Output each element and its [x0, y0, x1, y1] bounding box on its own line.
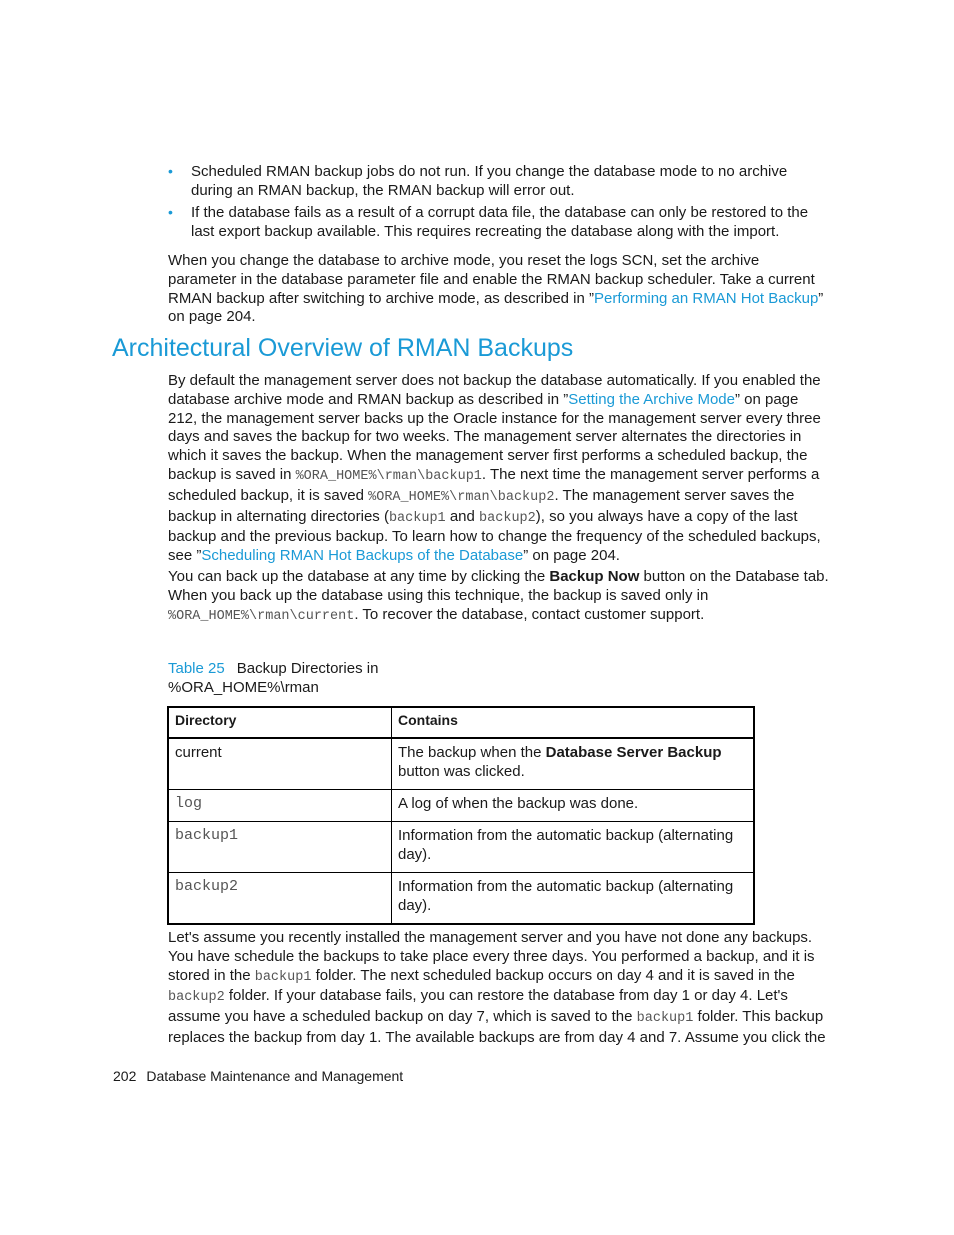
link-scheduling-rman-hot-backups[interactable]: Scheduling RMAN Hot Backups of the Database — [201, 547, 524, 565]
table-row — [168, 873, 754, 925]
scenario-paragraph — [168, 929, 830, 1048]
overview-text: ” on page 212, the management server backs up the Oracle instance for the management server every three days and saves the backup for two weeks. The management server alternates the directories in which it saves the backup. When the management server first performs a scheduled backup, the backup is saved in — [168, 390, 821, 483]
overview-text: ), so you always have a copy of the last backup and the previous backup. To learn how to change the frequency of the scheduled backups, see ” — [168, 507, 821, 565]
backup-now-paragraph — [168, 568, 830, 626]
path-backup2: %ORA_HOME%\rman\backup2 — [368, 489, 555, 505]
table-caption — [168, 659, 468, 697]
intro-text: When you change the database to archive mode, you reset the logs SCN, set the archive parameter in the database parameter file and enable the RMAN backup scheduler. Take a current RMAN backup after switching to archive mode, as described in ” — [168, 252, 815, 307]
bullet-text: If the database fails as a result of a corrupt data file, the database can only be restored to the last export backup available. This requires recreating the database along with the import. — [191, 204, 809, 240]
page-number: 202 — [113, 1068, 137, 1084]
table-caption-text: Backup Directories in %ORA_HOME%\rman — [168, 660, 379, 696]
table-row — [168, 738, 754, 790]
cell-directory: backup1 — [168, 822, 392, 873]
page-footer — [113, 1067, 403, 1085]
code-backup1: backup1 — [388, 510, 446, 526]
bullet-icon: • — [168, 163, 173, 179]
code-backup1: backup1 — [254, 969, 312, 985]
intro-text-end: ” on page 204. — [168, 289, 824, 326]
bullet-icon: • — [168, 204, 173, 220]
cell-text: The backup when the — [398, 744, 546, 761]
scenario-text: folder. This backup replaces the backup from day 1. The available backups are from day 4 and 7. Assume you click the — [168, 1008, 826, 1046]
path-current: %ORA_HOME%\rman\current — [168, 608, 355, 624]
code-backup2: backup2 — [479, 510, 536, 526]
scenario-text: folder. If your database fails, you can restore the database from day 1 or day 4. Let's assume you have a scheduled backup on day 7, which is saved to the — [168, 987, 788, 1026]
overview-paragraph — [168, 372, 830, 566]
overview-text: . The management server saves the backup in alternating directories ( — [168, 486, 795, 525]
overview-text: . The next time the management server performs a scheduled backup, it is saved — [168, 465, 820, 504]
backup-now-label: Backup Now — [549, 568, 640, 585]
cell-contains: Information from the automatic backup (alternating day). — [392, 873, 755, 925]
table-row — [168, 790, 754, 822]
table-header-row — [168, 707, 754, 738]
overview-text: By default the management server does not backup the database automatically. If you enabled the database archive mode and RMAN backup as described in ” — [168, 372, 821, 408]
backup-now-text: You can back up the database at any time by clicking the — [168, 568, 550, 585]
cell-directory: log — [168, 790, 392, 822]
cell-contains: Information from the automatic backup (alternating day). — [392, 822, 755, 873]
footer-title: Database Maintenance and Management — [146, 1068, 404, 1084]
link-setting-archive-mode[interactable]: Setting the Archive Mode — [568, 390, 735, 408]
bullet-item — [168, 203, 832, 241]
table-row — [168, 822, 754, 873]
bullet-text: Scheduled RMAN backup jobs do not run. If you change the database mode to no archive during an RMAN backup, the RMAN backup will error out. — [191, 163, 788, 199]
code-backup2: backup2 — [168, 990, 225, 1006]
header-directory: Directory — [168, 707, 392, 738]
scenario-text: folder. The next scheduled backup occurs on day 4 and it is saved in the — [311, 966, 795, 984]
backup-now-text: button on the Database tab. When you back up the database using this technique, the backup is saved only in — [168, 568, 829, 604]
link-performing-rman-hot-backup[interactable]: Performing an RMAN Hot Backup — [594, 289, 819, 307]
bullet-item — [168, 162, 832, 200]
database-server-backup-label: Database Server Backup — [545, 744, 722, 761]
cell-contains: A log of when the backup was done. — [392, 790, 755, 822]
backup-now-text: . To recover the database, contact customer support. — [354, 605, 705, 623]
table-caption-label: Table 25 — [168, 660, 225, 677]
cell-text: button was clicked. — [398, 763, 525, 780]
section-heading: Architectural Overview of RMAN Backups — [112, 334, 574, 362]
code-backup1: backup1 — [636, 1011, 694, 1027]
scenario-text: Let's assume you recently installed the management server and you have not done any backups. You have schedule the backups to take place every three days. You performed a backup, and it is stored in the — [168, 929, 815, 984]
cell-contains — [392, 738, 755, 790]
overview-text: ” on page 204. — [523, 547, 620, 565]
intro-paragraph — [168, 252, 830, 327]
backup-directories-table — [167, 706, 755, 925]
header-contains: Contains — [392, 707, 755, 738]
cell-directory: backup2 — [168, 873, 392, 925]
path-backup1: %ORA_HOME%\rman\backup1 — [295, 468, 482, 484]
cell-directory: current — [168, 738, 392, 790]
bullet-list — [168, 162, 832, 244]
overview-text: and — [445, 507, 480, 525]
